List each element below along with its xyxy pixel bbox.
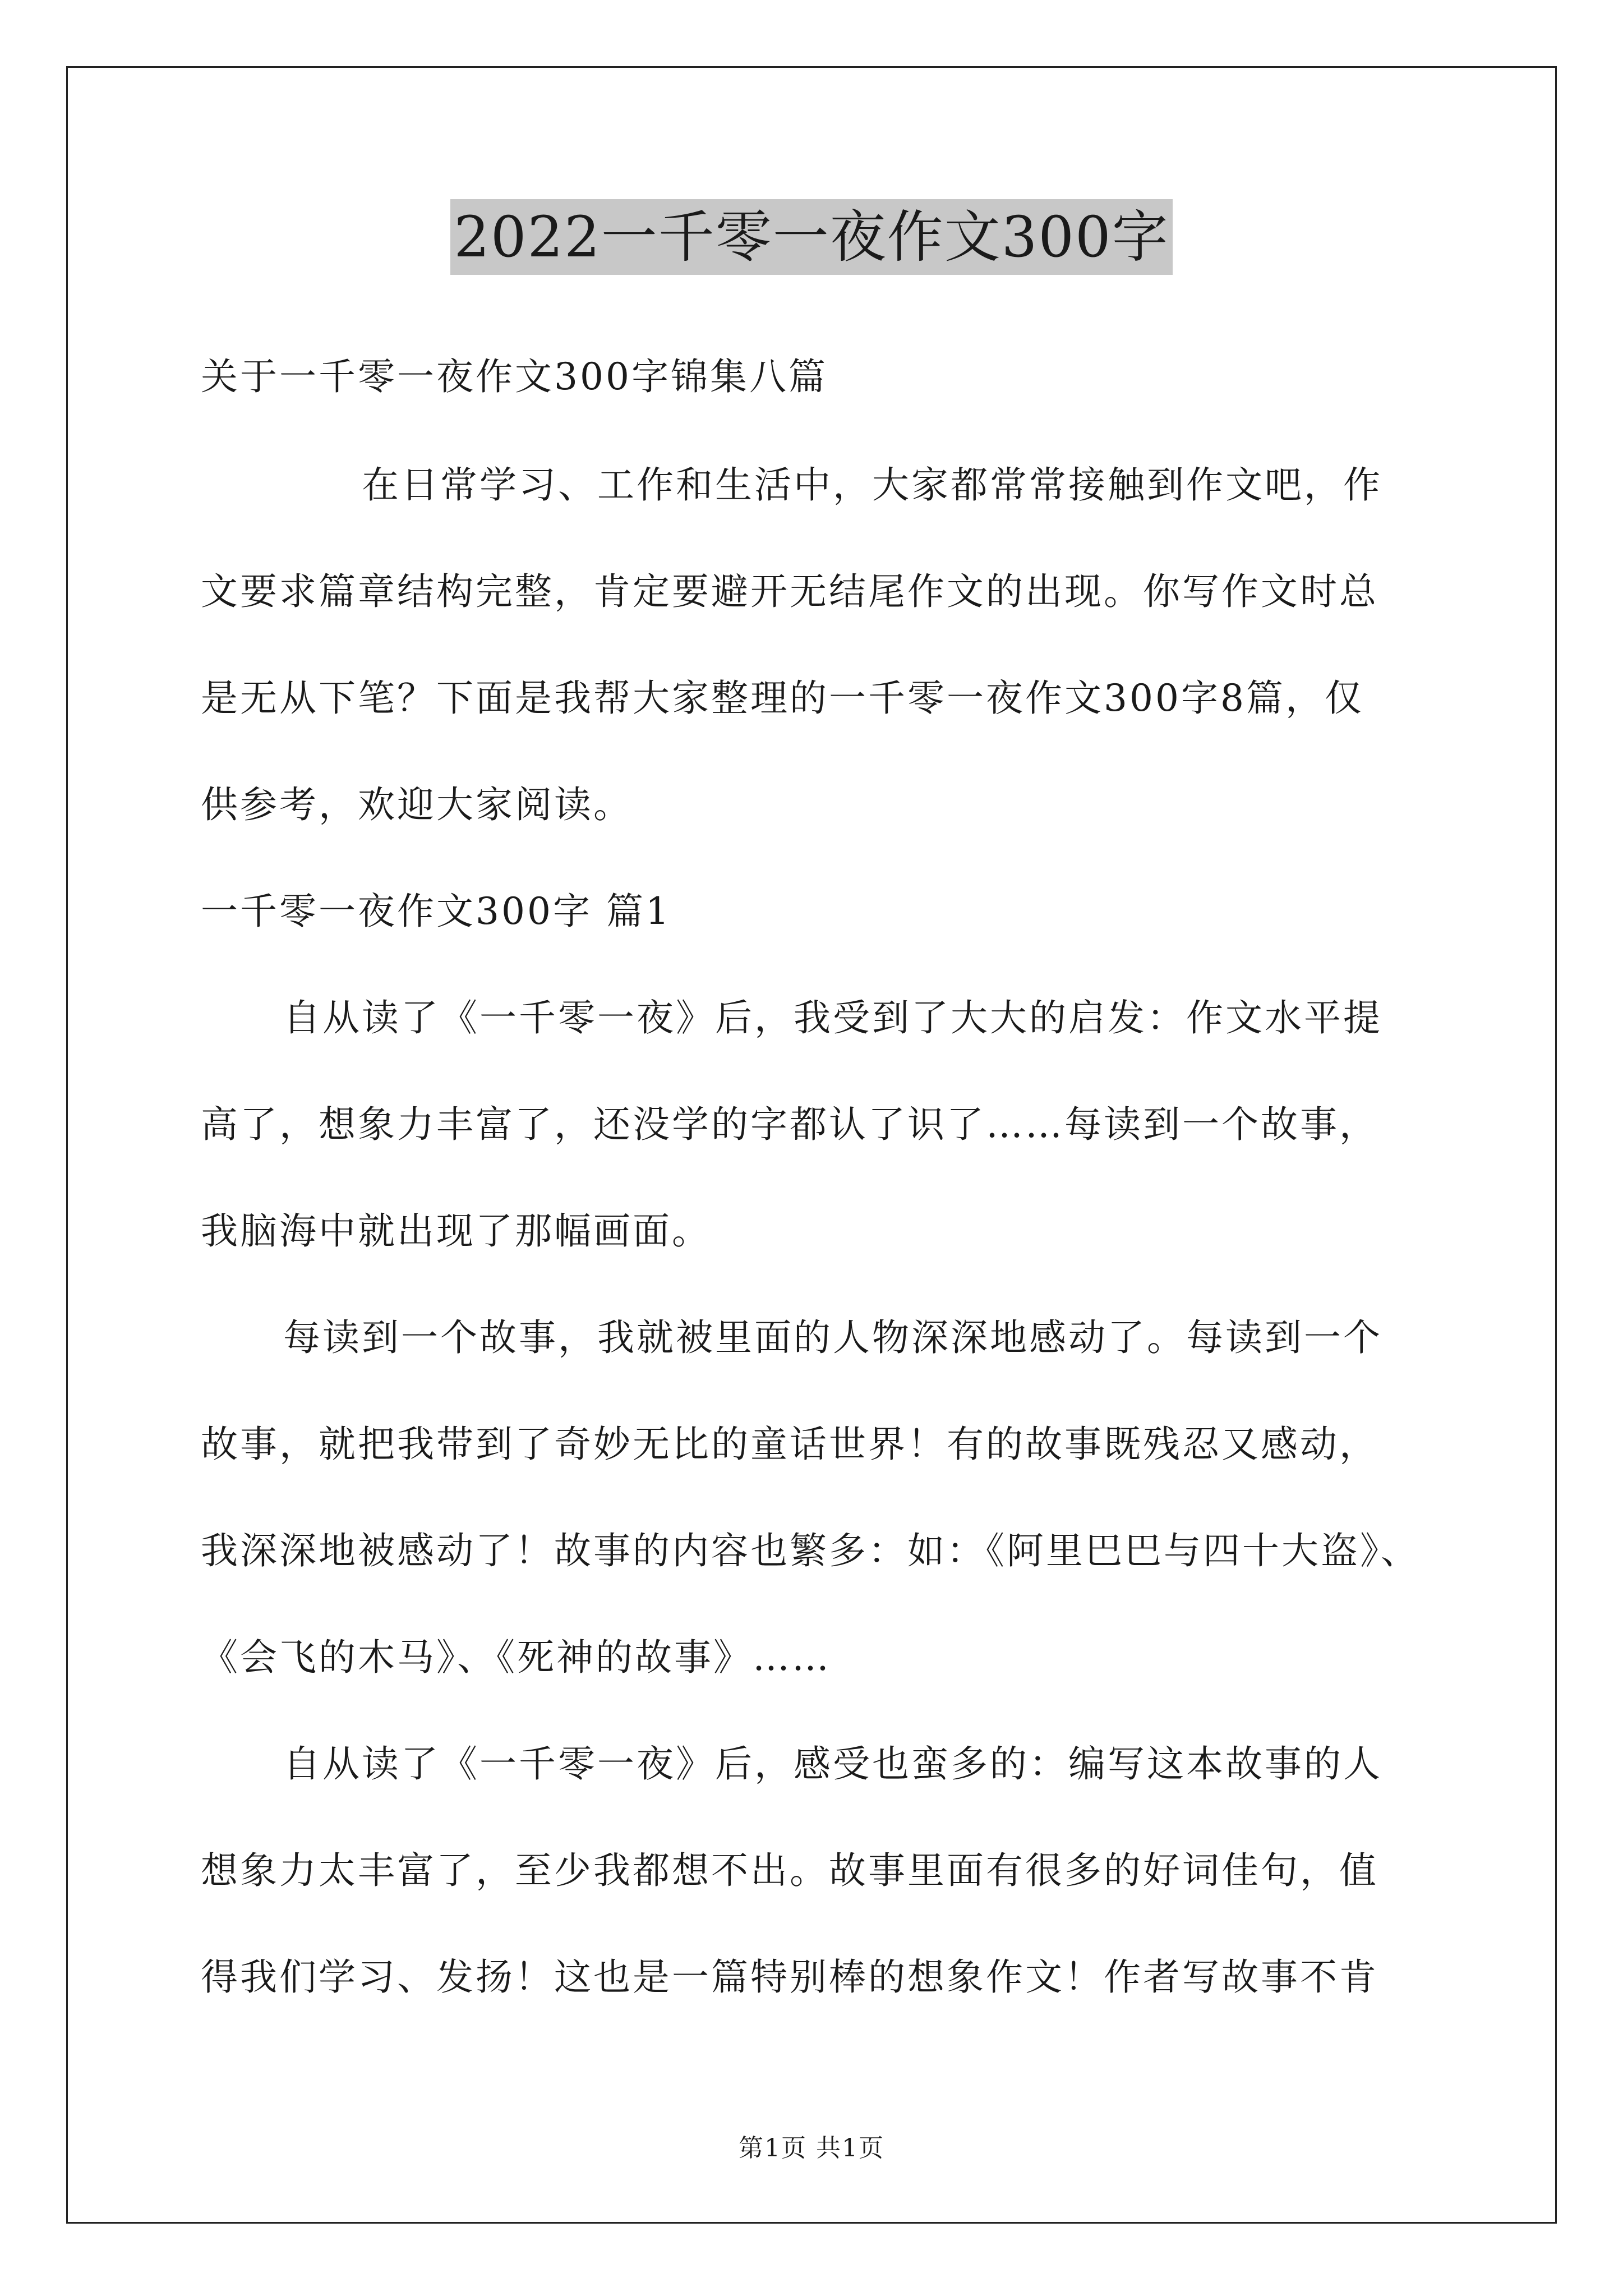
intro-line: 供参考，欢迎大家阅读。	[201, 783, 633, 826]
paragraph-line: 得我们学习、发扬！这也是一篇特别棒的想象作文！作者写故事不肯	[201, 1955, 1378, 1999]
document-subtitle: 关于一千零一夜作文300字锦集八篇	[201, 355, 828, 398]
document-title: 2022一千零一夜作文300字	[450, 199, 1172, 275]
paragraph-line: 我深深地被感动了！故事的内容也繁多：如：《阿里巴巴与四十大盗》、	[201, 1529, 1420, 1572]
paragraph-line: 自从读了《一千零一夜》后，感受也蛮多的：编写这本故事的人	[283, 1742, 1382, 1786]
paragraph-line: 故事，就把我带到了奇妙无比的童话世界！有的故事既残忍又感动，	[201, 1423, 1378, 1466]
paragraph-line: 自从读了《一千零一夜》后，我受到了大大的启发：作文水平提	[283, 996, 1382, 1039]
paragraph-line: 我脑海中就出现了那幅画面。	[201, 1209, 711, 1253]
intro-line: 是无从下笔？下面是我帮大家整理的一千零一夜作文300字8篇，仅	[201, 677, 1364, 720]
paragraph-line: 高了，想象力丰富了，还没学的字都认了识了……每读到一个故事，	[201, 1103, 1378, 1146]
section-heading: 一千零一夜作文300字 篇1	[201, 890, 671, 933]
paragraph-line: 《会飞的木马》、《死神的故事》……	[201, 1636, 831, 1679]
intro-line: 文要求篇章结构完整，肯定要避开无结尾作文的出现。你写作文时总	[201, 570, 1378, 613]
page-footer: 第1页 共1页	[739, 2134, 884, 2162]
paragraph-line: 想象力太丰富了，至少我都想不出。故事里面有很多的好词佳句，值	[201, 1849, 1378, 1892]
title-container	[0, 199, 1623, 275]
intro-line: 在日常学习、工作和生活中，大家都常常接触到作文吧，作	[362, 463, 1382, 507]
paragraph-line: 每读到一个故事，我就被里面的人物深深地感动了。每读到一个	[283, 1316, 1382, 1359]
